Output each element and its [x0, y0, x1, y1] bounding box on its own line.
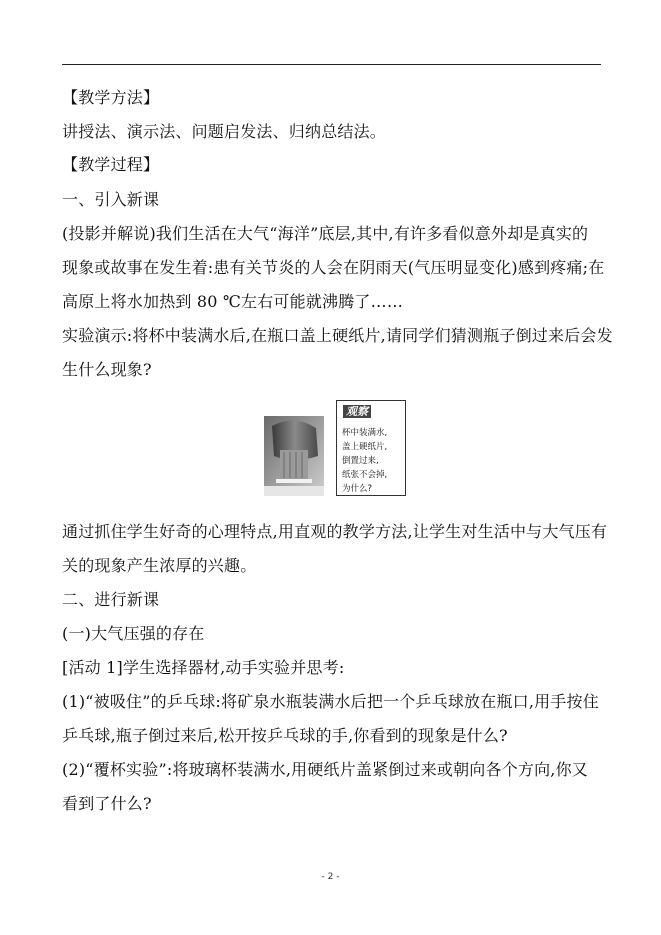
card-line: 盖上硬纸片, — [342, 442, 388, 452]
card-line: 杯中装满水, — [342, 428, 388, 438]
paragraph: 关的现象产生浓厚的兴趣。 — [62, 556, 257, 575]
paragraph: (2)“覆杯实验”:将玻璃杯装满水,用硬纸片盖紧倒过来或朝向各个方向,你又 — [62, 760, 588, 779]
section-heading: 一、引入新课 — [62, 190, 160, 209]
inverted-cup-photo — [264, 416, 324, 496]
paragraph: 现象或故事在发生着:患有关节炎的人会在阴雨天(气压明显变化)感到疼痛;在 — [62, 258, 605, 277]
paragraph: 生什么现象? — [62, 360, 152, 379]
card-text — [342, 426, 387, 496]
page-number: - 2 - — [321, 872, 340, 882]
paragraph: 高原上将水加热到 80 ℃左右可能就沸腾了…… — [62, 292, 404, 311]
paragraph: 看到了什么? — [62, 794, 152, 813]
card-line: 为什么? — [342, 484, 373, 494]
experiment-figure — [264, 400, 406, 496]
question-card — [336, 400, 406, 496]
section-heading: 二、进行新课 — [62, 590, 160, 609]
paragraph: 通过抓住学生好奇的心理特点,用直观的教学方法,让学生对生活中与大气压有 — [62, 522, 608, 541]
paragraph: 实验演示:将杯中装满水后,在瓶口盖上硬纸片,请同学们猜测瓶子倒过来后会发 — [62, 326, 613, 345]
subsection-heading: (一)大气压强的存在 — [62, 624, 205, 643]
header-rule — [62, 64, 601, 65]
activity-intro: [活动 1]学生选择器材,动手实验并思考: — [62, 658, 345, 677]
paragraph: 乒乓球,瓶子倒过来后,松开按乒乓球的手,你看到的现象是什么? — [62, 726, 508, 745]
paragraph: (投影并解说)我们生活在大气“海洋”底层,其中,有许多看似意外却是真实的 — [62, 224, 589, 243]
card-line: 倒置过来, — [342, 456, 379, 466]
card-title: 观察 — [343, 405, 371, 418]
paragraph: (1)“被吸住”的乒乓球:将矿泉水瓶装满水后把一个乒乓球放在瓶口,用手按住 — [62, 692, 599, 711]
card-line: 纸张不会掉, — [342, 470, 388, 480]
paragraph: 讲授法、演示法、问题启发法、归纳总结法。 — [62, 122, 387, 141]
heading-teaching-process: 【教学过程】 — [62, 155, 160, 174]
heading-teaching-method: 【教学方法】 — [62, 88, 160, 107]
